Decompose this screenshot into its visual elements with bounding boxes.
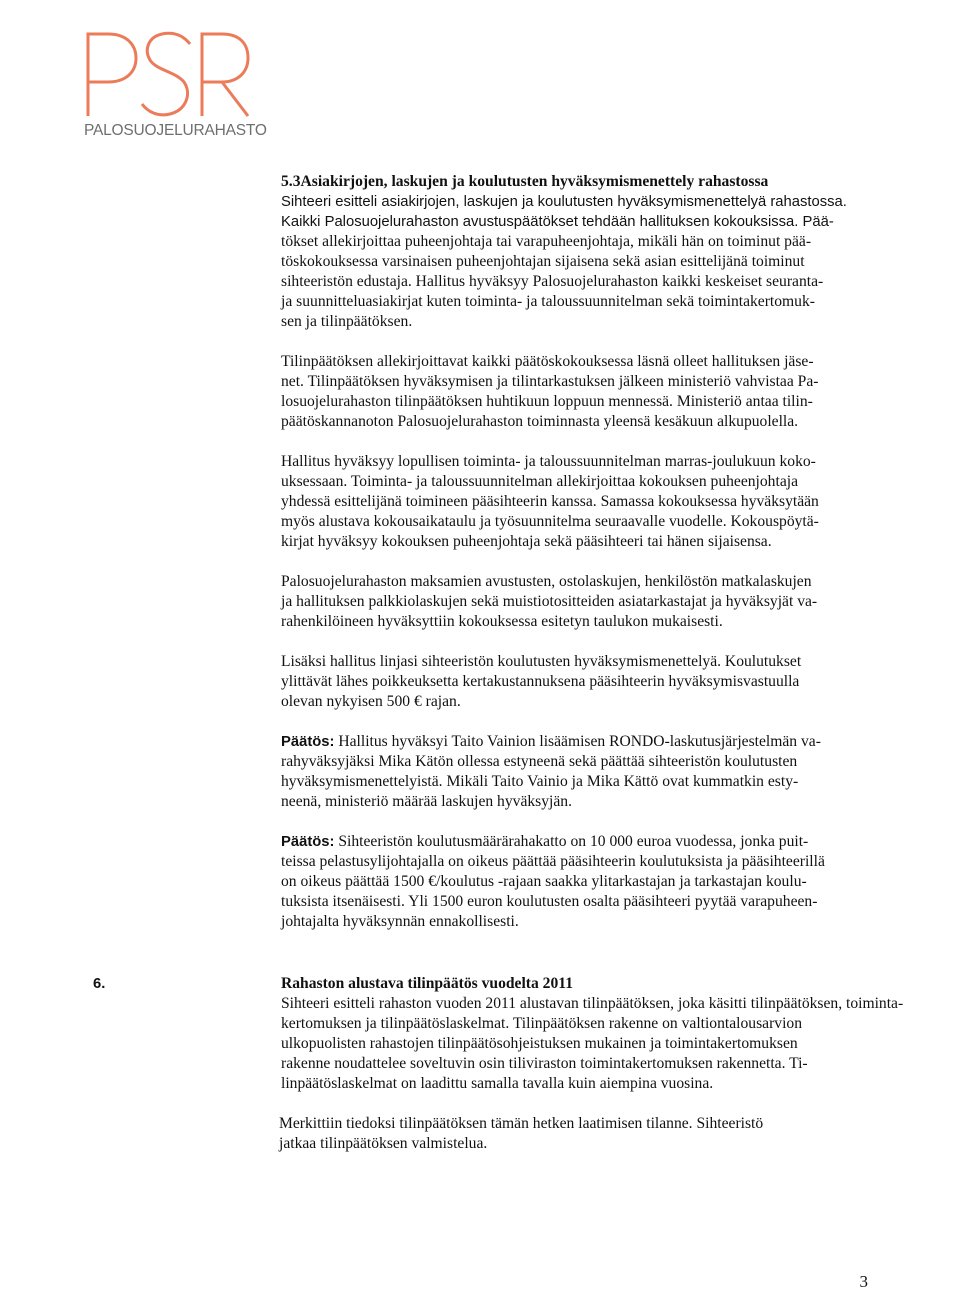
- paragraph-line: ja hallituksen palkkiolaskujen sekä muistiotositteiden asiatarkastajat ja hyväksyjät va-: [281, 593, 818, 610]
- paragraph-line: ulkopuolisten rahastojen tilinpäätösohjeistuksen mukainen ja toimintakertomuksen: [281, 1035, 798, 1052]
- paragraph-line: töskokouksessa varsinaisen puheenjohtajan sijaisena sekä asian esittelijänä toiminut: [281, 253, 805, 270]
- paragraph-line: tökset allekirjoittaa puheenjohtaja tai varapuheenjohtaja, mikäli hän on toiminut pää-: [281, 233, 812, 250]
- paragraph-line: rakenne noudattelee soveltuvin osin tiliviraston toimintakertomuksen rakennetta. Ti-: [281, 1055, 808, 1072]
- paragraph-line: hyväksymismenettelyistä. Mikäli Taito Vainio ja Mika Kättö ovat kummatkin esty-: [281, 773, 799, 790]
- paragraph-line: rahenkilöineen hyväksyttiin kokouksessa esitetyn taulukon mukaisesti.: [281, 613, 723, 630]
- paragraph-line: losuojelurahaston tilinpäätöksen huhtikuun loppuun mennessä. Ministeriö antaa tilin-: [281, 393, 813, 410]
- section-heading: [281, 172, 873, 332]
- decision-text: Sihteeristön koulutusmäärärahakatto on 10 000 euroa vuodessa, jonka puit-: [334, 833, 809, 850]
- paragraph-invoice-approvers: [281, 572, 873, 632]
- psr-letters-graphic: [84, 28, 254, 120]
- paragraph-line: tuksista itsenäisesti. Yli 1500 euron koulutusten osalta pääsihteeri pyytää varapuheen-: [281, 893, 818, 910]
- section-number: 6.: [93, 976, 106, 992]
- paragraph-line: net. Tilinpäätöksen hyväksymisen ja tilintarkastuksen jälkeen ministeriö vahvistaa Pa-: [281, 373, 819, 390]
- paragraph-line: on oikeus päättää 1500 €/koulutus -rajaan saakka ylitarkastajan ja tarkastajan koulu-: [281, 873, 807, 890]
- intro-line: Sihteeri esitteli asiakirjojen, laskujen ja koulutusten hyväksymismenettelyä rahastossa.: [281, 194, 847, 210]
- section-6-title: Rahaston alustava tilinpäätös vuodelta 2011: [281, 975, 574, 992]
- section-5-3: [281, 172, 873, 932]
- paragraph-line: Palosuojelurahaston maksamien avustusten, ostolaskujen, henkilöstön matkalaskujen: [281, 573, 812, 590]
- paragraph-line: teissa pelastusylijohtajalla on oikeus päättää pääsihteerin koulutuksista ja pääsihteerillä: [281, 853, 825, 870]
- paragraph-line: myös alustava kokousaikataulu ja työsuunnitelma seuraavalle vuodelle. Kokouspöytä-: [281, 513, 819, 530]
- paragraph-line: kirjat hyväksyy kokouksen puheenjohtaja sekä pääsihteeri tai hänen sijaisensa.: [281, 533, 772, 550]
- paragraph-line: Sihteeri esitteli rahaston vuoden 2011 alustavan tilinpäätöksen, joka käsitti tilinpäätöksen, toiminta-: [281, 995, 904, 1012]
- section-6-note: [279, 1114, 871, 1154]
- decision-label: Päätös:: [281, 734, 335, 750]
- decision-label: Päätös:: [281, 834, 335, 850]
- psr-logo: [84, 28, 267, 150]
- paragraph-line: päätöskannanoton Palosuojelurahaston toiminnasta yleensä kesäkuun alkupuolella.: [281, 413, 799, 430]
- paragraph-line: Lisäksi hallitus linjasi sihteeristön koulutusten hyväksymismenettelyä. Koulutukset: [281, 653, 802, 670]
- paragraph-training: [281, 652, 873, 712]
- decision-1: [281, 732, 873, 812]
- paragraph-line: jatkaa tilinpäätöksen valmistelua.: [279, 1135, 488, 1152]
- heading-5-3: 5.3Asiakirjojen, laskujen ja koulutusten hyväksymismenettely rahastossa: [281, 173, 769, 190]
- paragraph-plan-approval: [281, 452, 873, 552]
- paragraph-line: yhdessä esittelijänä toimineen pääsihteerin kanssa. Samassa kokouksessa hyväksytään: [281, 493, 819, 510]
- paragraph-line: kertomuksen ja tilinpäätöslaskelmat. Tilinpäätöksen rakenne on valtiontalousarvion: [281, 1015, 802, 1032]
- paragraph-line: ja suunnitteluasiakirjat kuten toiminta- ja taloussuunnitelman sekä toimintakertomuk-: [281, 293, 815, 310]
- paragraph-line: sihteeristön edustaja. Hallitus hyväksyy Palosuojelurahaston kaikki keskeiset seuranta-: [281, 273, 824, 290]
- paragraph-line: uksessaan. Toiminta- ja taloussuunnitelman allekirjoittaa kokouksen puheenjohtaja: [281, 473, 798, 490]
- decision-first-line: [281, 732, 873, 752]
- intro-line: Kaikki Palosuojelurahaston avustuspäätökset tehdään hallituksen kokouksissa. Pää-: [281, 214, 834, 230]
- paragraph-line: olevan nykyisen 500 € rajan.: [281, 693, 461, 710]
- paragraph-line: ylittävät lähes poikkeuksetta kertakustannuksena pääsihteerin hyväksymisvastuulla: [281, 673, 800, 690]
- paragraph-line: Hallitus hyväksyy lopullisen toiminta- ja taloussuunnitelman marras-joulukuun koko-: [281, 453, 816, 470]
- decision-2: [281, 832, 873, 932]
- paragraph-signatures: [281, 352, 873, 432]
- paragraph-line: linpäätöslaskelmat on laadittu samalla tavalla kuin aiempina vuosina.: [281, 1075, 714, 1092]
- logo-text: PALOSUOJELURAHASTO: [84, 122, 267, 139]
- decision-text: Hallitus hyväksyi Taito Vainion lisäämisen RONDO-laskutusjärjestelmän va-: [334, 733, 821, 750]
- paragraph-line: johtajalta hyväksynnän ennakollisesti.: [281, 913, 519, 930]
- paragraph-line: neenä, ministeriö määrää laskujen hyväksyjän.: [281, 793, 572, 810]
- section-6-body: [281, 974, 904, 1094]
- paragraph-line: rahyväksyjäksi Mika Kätön ollessa estyneenä sekä päättää sihteeristön koulutusten: [281, 753, 798, 770]
- paragraph-line: sen ja tilinpäätöksen.: [281, 313, 413, 330]
- paragraph-line: Tilinpäätöksen allekirjoittavat kaikki päätöskokouksessa läsnä olleet hallituksen jäse-: [281, 353, 814, 370]
- paragraph-line: Merkittiin tiedoksi tilinpäätöksen tämän hetken laatimisen tilanne. Sihteeristö: [279, 1115, 764, 1132]
- decision-first-line: [281, 832, 873, 852]
- page-number: 3: [859, 1272, 868, 1291]
